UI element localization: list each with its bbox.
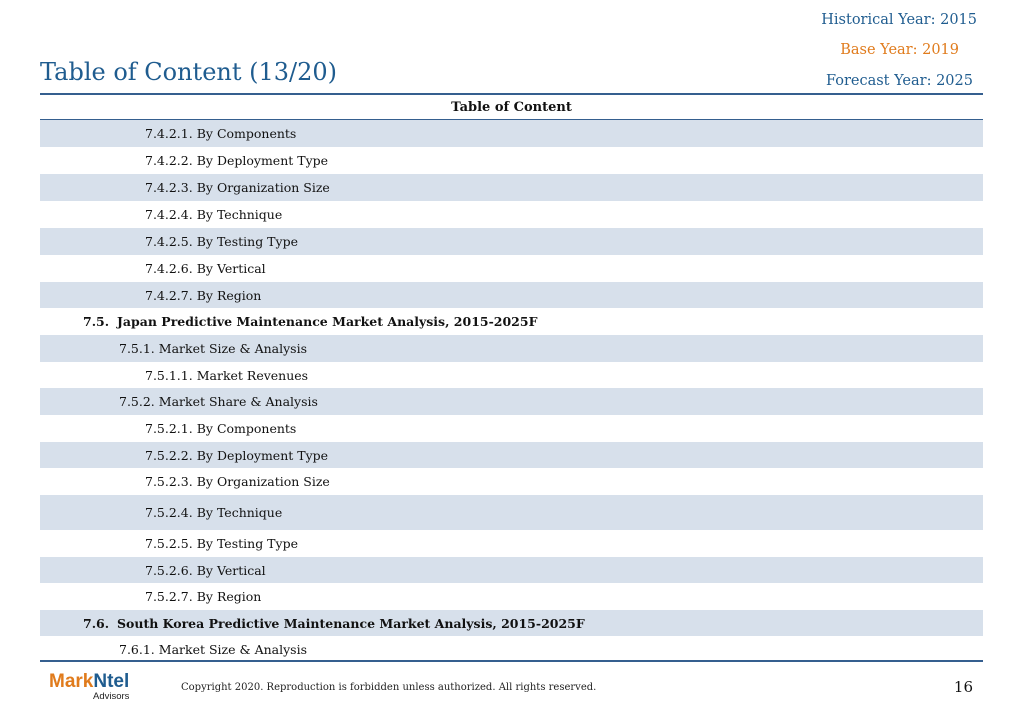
toc-entry-label: Japan Predictive Maintenance Market Analysis, 2015-2025F (117, 314, 538, 329)
toc-entry-row (40, 415, 983, 442)
forecast-year-label: Forecast Year: 2025 (825, 73, 973, 89)
toc-entry-label: By Organization Size (196, 180, 330, 195)
toc-entry-row (40, 468, 983, 495)
toc-entry-number: 7.4.2.2. (145, 153, 193, 168)
toc-entry-label: By Region (196, 589, 262, 604)
toc-rows (40, 120, 983, 662)
copyright-notice: Copyright 2020. Reproduction is forbidden unless authorized. All rights reserved. (181, 682, 597, 693)
toc-entry-label: By Vertical (196, 261, 266, 276)
toc-entry-number: 7.4.2.7. (145, 287, 193, 303)
toc-entry-row (40, 636, 983, 662)
toc-entry-number: 7.6.1. (119, 641, 155, 657)
toc-entry-label: By Vertical (196, 562, 266, 578)
toc-entry-label: By Technique (196, 505, 283, 520)
toc-entry-row (40, 147, 983, 174)
base-year-label: Base Year: 2019 (840, 42, 959, 58)
toc-entry-label: By Components (196, 421, 297, 436)
toc-entry-row (40, 557, 983, 583)
toc-entry-number: 7.5.2.4. (145, 505, 193, 520)
toc-entry-label: By Technique (196, 207, 283, 222)
toc-entry-number: 7.5.2.3. (145, 474, 193, 489)
toc-entry-number: 7.4.2.6. (145, 261, 193, 276)
toc-entry-row (40, 583, 983, 610)
title-divider (40, 93, 983, 95)
toc-entry-label: By Components (196, 126, 297, 141)
toc-entry-label: South Korea Predictive Maintenance Market Analysis, 2015-2025F (117, 615, 585, 631)
page-title: Table of Content (13/20) (40, 58, 338, 86)
toc-entry-row (40, 201, 983, 228)
toc-entry-number: 7.5. (83, 314, 110, 329)
toc-entry-number: 7.4.2.1. (145, 126, 193, 141)
toc-table (40, 96, 983, 662)
toc-entry-number: 7.5.2. (119, 394, 155, 409)
toc-entry-number: 7.5.2.2. (145, 447, 193, 463)
toc-entry-number: 7.4.2.3. (145, 180, 193, 195)
toc-entry-number: 7.5.2.7. (145, 589, 193, 604)
toc-entry-number: 7.4.2.4. (145, 207, 193, 222)
historical-year-label: Historical Year: 2015 (821, 12, 977, 28)
toc-entry-row (40, 530, 983, 557)
logo-ntel-text: Ntel (93, 671, 130, 692)
logo-mark-text: Mark (49, 671, 94, 692)
toc-entry-label: Market Revenues (196, 367, 309, 383)
toc-entry-row (40, 362, 983, 388)
toc-entry-label: Market Size & Analysis (158, 641, 308, 657)
toc-entry-row (40, 228, 983, 255)
toc-entry-label: By Deployment Type (196, 447, 329, 463)
toc-entry-row (40, 495, 983, 530)
toc-entry-row (40, 335, 983, 362)
toc-entry-number: 7.5.1. (119, 341, 155, 356)
toc-entry-label: Market Size & Analysis (158, 341, 308, 356)
toc-entry-row (40, 282, 983, 308)
logo-subtitle: Advisors (93, 691, 130, 702)
toc-entry-number: 7.5.1.1. (145, 367, 193, 383)
logo-wordmark (49, 672, 129, 692)
toc-entry-label: By Deployment Type (196, 153, 329, 168)
toc-entry-row (40, 255, 983, 282)
marknetel-logo (49, 672, 149, 702)
toc-entry-label: By Organization Size (196, 474, 330, 489)
toc-entry-number: 7.4.2.5. (145, 234, 193, 249)
toc-entry-number: 7.5.2.6. (145, 562, 193, 578)
footer-divider (40, 660, 983, 662)
toc-entry-number: 7.5.2.1. (145, 421, 193, 436)
toc-entry-number: 7.6. (83, 615, 110, 631)
toc-entry-number: 7.5.2.5. (145, 536, 193, 551)
toc-entry-label: By Testing Type (196, 234, 298, 249)
toc-entry-row (40, 388, 983, 415)
toc-heading: Table of Content (40, 96, 983, 120)
toc-entry-row (40, 174, 983, 201)
toc-section-row (40, 308, 983, 335)
toc-entry-row (40, 442, 983, 468)
toc-entry-label: By Testing Type (196, 536, 298, 551)
toc-section-row (40, 610, 983, 636)
toc-entry-label: Market Share & Analysis (158, 394, 318, 409)
page-number: 16 (953, 678, 973, 696)
toc-entry-label: By Region (196, 287, 262, 303)
toc-entry-row (40, 120, 983, 147)
